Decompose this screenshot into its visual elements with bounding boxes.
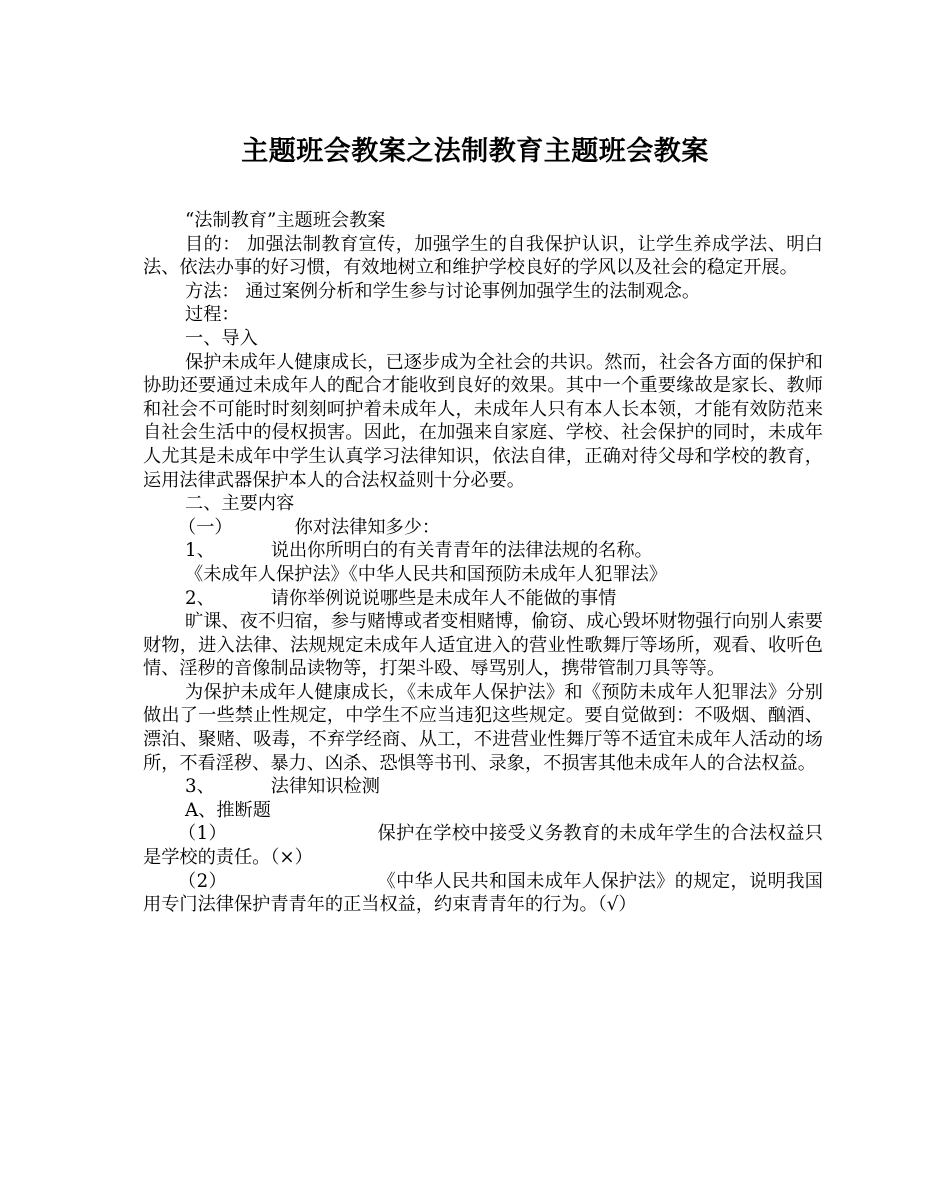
question-one-number: 1、 bbox=[185, 540, 215, 562]
prohibited-acts-paragraph: 旷课、夜不归宿，参与赌博或者变相赌博，偷窃、成心毁坏财物强行向别人索要财物，进入法律、法规规定未成年人适宜进入的营业性歌舞厅等场所，观看、收听色情、淫秽的音像制品读物等，打架斗殴、辱骂别人，携带管制刀具等等。 bbox=[143, 611, 823, 680]
document-title: 主题班会教案之法制教育主题班会教案 bbox=[241, 136, 709, 167]
question-two-text: 请你举例说说哪些是未成年人不能做的事情 bbox=[270, 587, 617, 609]
question-three-number: 3、 bbox=[185, 776, 215, 798]
question-one bbox=[143, 539, 823, 563]
subsection-one-title: 你对法律知多少： bbox=[294, 516, 441, 538]
law-names-answer: 《未成年人保护法》《中华人民共和国预防未成年人犯罪法》 bbox=[185, 563, 667, 585]
introduction-paragraph: 保护未成年人健康成长，已逐步成为全社会的共识。然而，社会各方面的保护和协助还要通过未成年人的配合才能收到良好的效果。其中一个重要缘故是家长、教师和社会不可能时时刻刻呵护着未成年人，未成年人只有本人长本领，才能有效防范来自社会生活中的侵权损害。因此，在加强来自家庭、学校、社会保护的同时，未成年人尤其是未成年中学生认真学习法律知识，依法自律，正确对待父母和学校的教育，运用法律武器保护本人的合法权益则十分必要。 bbox=[143, 351, 823, 491]
question-two bbox=[143, 587, 823, 611]
document-body bbox=[143, 209, 823, 917]
question-one-text: 说出你所明白的有关青青年的法律法规的名称。 bbox=[270, 540, 653, 562]
section-introduction-heading: 一、导入 bbox=[185, 327, 258, 349]
question-two-number: 2、 bbox=[185, 587, 215, 609]
section-main-content-heading: 二、主要内容 bbox=[185, 493, 295, 515]
item-one-text: 保护在学校中接受义务教育的未成年学生的合法权益只是学校的责任。（×） bbox=[143, 823, 823, 869]
true-false-item-one bbox=[143, 822, 823, 869]
item-one-number: （1） bbox=[178, 823, 228, 845]
process-label: 过程： bbox=[185, 304, 240, 326]
lesson-plan-heading: “法制教育”主题班会教案 bbox=[185, 210, 386, 231]
subsection-one-number: （一） bbox=[178, 516, 233, 538]
item-two-text: 《中华人民共和国未成年人保护法》的规定，说明我国用专门法律保护青青年的正当权益，约束青青年的行为。（√） bbox=[143, 870, 823, 916]
purpose-paragraph: 目的： 加强法制教育宣传，加强学生的自我保护认识，让学生养成学法、明白法、依法办事的好习惯，有效地树立和维护学校良好的学风以及社会的稳定开展。 bbox=[143, 233, 823, 279]
true-false-item-two bbox=[143, 870, 823, 917]
item-two-number: （2） bbox=[178, 870, 228, 892]
question-three bbox=[143, 775, 823, 799]
method-paragraph: 方法： 通过案例分析和学生参与讨论事例加强学生的法制观念。 bbox=[185, 280, 701, 302]
question-three-text: 法律知识检测 bbox=[270, 776, 380, 798]
prohibitions-paragraph: 为保护未成年人健康成长，《未成年人保护法》和《预防未成年人犯罪法》分别做出了一些禁止性规定，中学生不应当违犯这些规定。要自觉做到：不吸烟、酗酒、漂泊、聚赌、吸毒，不弃学经商、从工，不进营业性舞厅等不适宜未成年人活动的场所，不看淫秽、暴力、凶杀、恐惧等书刊、录象，不损害其他未成年人的合法权益。 bbox=[143, 681, 823, 774]
true-false-heading: A、推断题 bbox=[185, 799, 271, 821]
subsection-one bbox=[143, 516, 823, 540]
